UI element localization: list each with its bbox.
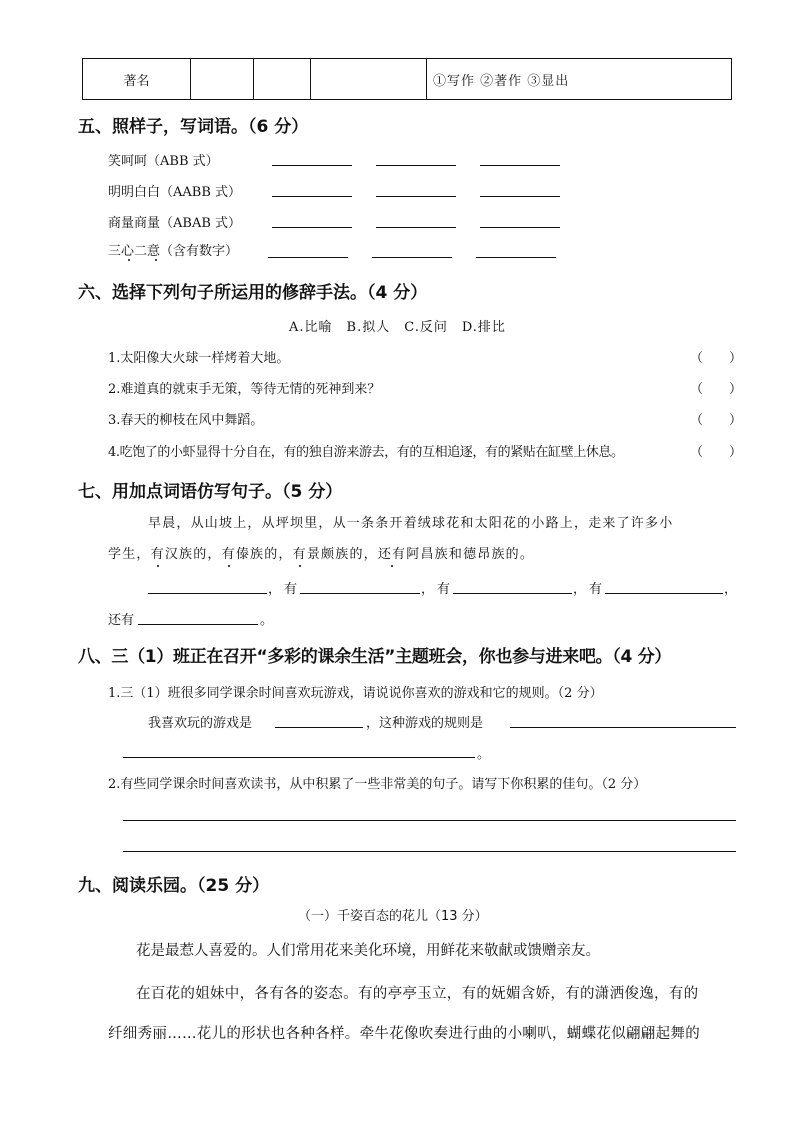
s7-text: 阿昌族和德昂族的。 xyxy=(406,547,535,562)
s7-comma: ， xyxy=(268,582,282,597)
s5-row-3-blank-1[interactable] xyxy=(272,227,352,228)
s5-row-3-blank-3[interactable] xyxy=(480,227,560,228)
section-6-heading: 六、选择下列句子所运用的修辞手法。（4 分） xyxy=(78,283,428,303)
s9-reading-title: （一）千姿百态的花儿（13 分） xyxy=(298,909,488,924)
s6-item-1: 1.太阳像大火球一样烤着大地。 xyxy=(108,351,290,366)
section-5-heading: 五、照样子，写词语。（6 分） xyxy=(78,117,309,137)
s7-emphasized-word: 有 xyxy=(150,547,165,562)
s7-blank-4[interactable] xyxy=(605,593,723,594)
s8-q1-prompt-a: 我喜欢玩的游戏是 xyxy=(148,716,253,731)
emphasis-dot xyxy=(155,259,157,261)
s7-comma: ， xyxy=(573,582,587,597)
s6-item-3: 3.春天的柳枝在风中舞蹈。 xyxy=(108,413,264,428)
s8-question-1: 1.三（1）班很多同学课余时间喜欢玩游戏，请说说你喜欢的游戏和它的规则。（2 分） xyxy=(108,686,603,701)
s7-text: 景颇族的， xyxy=(306,547,378,562)
s7-emphasized-word: 还有 xyxy=(377,547,407,562)
s5-row-4-label: 三心二意（含有数字） xyxy=(108,244,239,259)
s6-item-4: 4.吃饱了的小虾显得十分自在，有的独自游来游去，有的互相追逐，有的紧贴在缸壁上休息。 xyxy=(108,445,624,460)
s5-row-1-label: 笑呵呵（ABB 式） xyxy=(108,154,219,169)
s5-row-1-blank-1[interactable] xyxy=(272,165,352,166)
s7-text: 汉族的， xyxy=(164,547,222,562)
s6-answer-4[interactable]: （ ） xyxy=(690,445,743,460)
s8-question-2: 2.有些同学课余时间喜欢读书，从中积累了一些非常美的句子。请写下你积累的佳句。（2 分） xyxy=(108,777,647,792)
s7-you-2: 有 xyxy=(437,582,451,597)
table-cell-blank-2[interactable] xyxy=(254,59,311,100)
table-cell-blank-1[interactable] xyxy=(191,59,254,100)
s6-answer-1[interactable]: （ ） xyxy=(690,351,743,366)
s8-q2-answer-line-2[interactable] xyxy=(123,851,736,852)
s8-q1-prompt-b: ，这种游戏的规则是 xyxy=(366,716,484,731)
emphasis-dot xyxy=(128,259,130,261)
s8-q1-game-blank[interactable] xyxy=(275,727,363,728)
s9-paragraph-3: 纤细秀丽……花儿的形状也各种各样。牵牛花像吹奏进行曲的小喇叭，蝴蝶花似翩翩起舞的 xyxy=(108,1026,700,1042)
s7-blank-5[interactable] xyxy=(138,624,258,625)
s8-q1-end: 。 xyxy=(477,747,491,762)
s6-item-2: 2.难道真的就束手无策，等待无情的死神到来？ xyxy=(108,382,381,397)
s5-row-1-blank-2[interactable] xyxy=(376,165,456,166)
s8-q1-rule-blank-1[interactable] xyxy=(510,727,736,728)
s7-emphasized-word: 有 xyxy=(292,547,307,562)
table-cell-word: 著名 xyxy=(83,59,191,100)
s5-row-2-blank-3[interactable] xyxy=(480,196,560,197)
s7-comma: ， xyxy=(724,582,738,597)
s5-row-2-blank-2[interactable] xyxy=(376,196,456,197)
s5-row-3-label: 商量商量（ABAB 式） xyxy=(108,216,242,231)
s5-row-1-blank-3[interactable] xyxy=(480,165,560,166)
s7-period: 。 xyxy=(260,613,274,628)
s7-passage-line-2 xyxy=(108,543,534,562)
s5-row-3-blank-2[interactable] xyxy=(376,227,456,228)
s8-q1-rule-blank-2[interactable] xyxy=(123,757,475,758)
s7-blank-2[interactable] xyxy=(300,593,420,594)
s5-row-4-blank-2[interactable] xyxy=(372,257,452,258)
answer-table xyxy=(82,58,732,100)
s8-q2-answer-line-1[interactable] xyxy=(123,820,736,821)
s5-row-2-label: 明明白白（AABB 式） xyxy=(108,185,242,200)
s6-answer-3[interactable]: （ ） xyxy=(690,413,743,428)
s7-comma: ， xyxy=(421,582,435,597)
s7-emphasized-word: 有 xyxy=(221,547,236,562)
table-cell-blank-3[interactable] xyxy=(311,59,427,100)
s7-you-3: 有 xyxy=(589,582,603,597)
section-9-heading: 九、阅读乐园。（25 分） xyxy=(78,876,270,896)
s7-text: 傣族的， xyxy=(235,547,293,562)
s5-row-4-blank-1[interactable] xyxy=(268,257,348,258)
section-7-heading: 七、用加点词语仿写句子。（5 分） xyxy=(78,482,343,502)
s9-paragraph-2: 在百花的姐妹中，各有各的姿态。有的亭亭玉立，有的妩媚含娇，有的潇洒俊逸，有的 xyxy=(136,986,699,1002)
s7-blank-3[interactable] xyxy=(453,593,572,594)
s7-you-1: 有 xyxy=(284,582,298,597)
s5-row-4-blank-3[interactable] xyxy=(476,257,556,258)
table-cell-options: ①写作 ②著作 ③显出 xyxy=(427,59,732,100)
s7-passage-line-1: 早晨，从山坡上，从坪坝里，从一条条开着绒球花和太阳花的小路上，走来了许多小 xyxy=(148,516,674,531)
s9-paragraph-1: 花是最惹人喜爱的。人们常用花来美化环境，用鲜花来敬献或馈赠亲友。 xyxy=(136,943,600,959)
s5-row-2-blank-1[interactable] xyxy=(272,196,352,197)
s7-blank-1[interactable] xyxy=(148,593,267,594)
s6-options: A.比喻 B.拟人 C.反问 D.排比 xyxy=(289,320,506,335)
s6-answer-2[interactable]: （ ） xyxy=(690,382,743,397)
s7-text: 学生， xyxy=(108,547,151,562)
s7-haiyou: 还有 xyxy=(108,613,135,628)
section-8-heading: 八、三（1）班正在召开“多彩的课余生活”主题班会，你也参与进来吧。（4 分） xyxy=(78,647,672,667)
